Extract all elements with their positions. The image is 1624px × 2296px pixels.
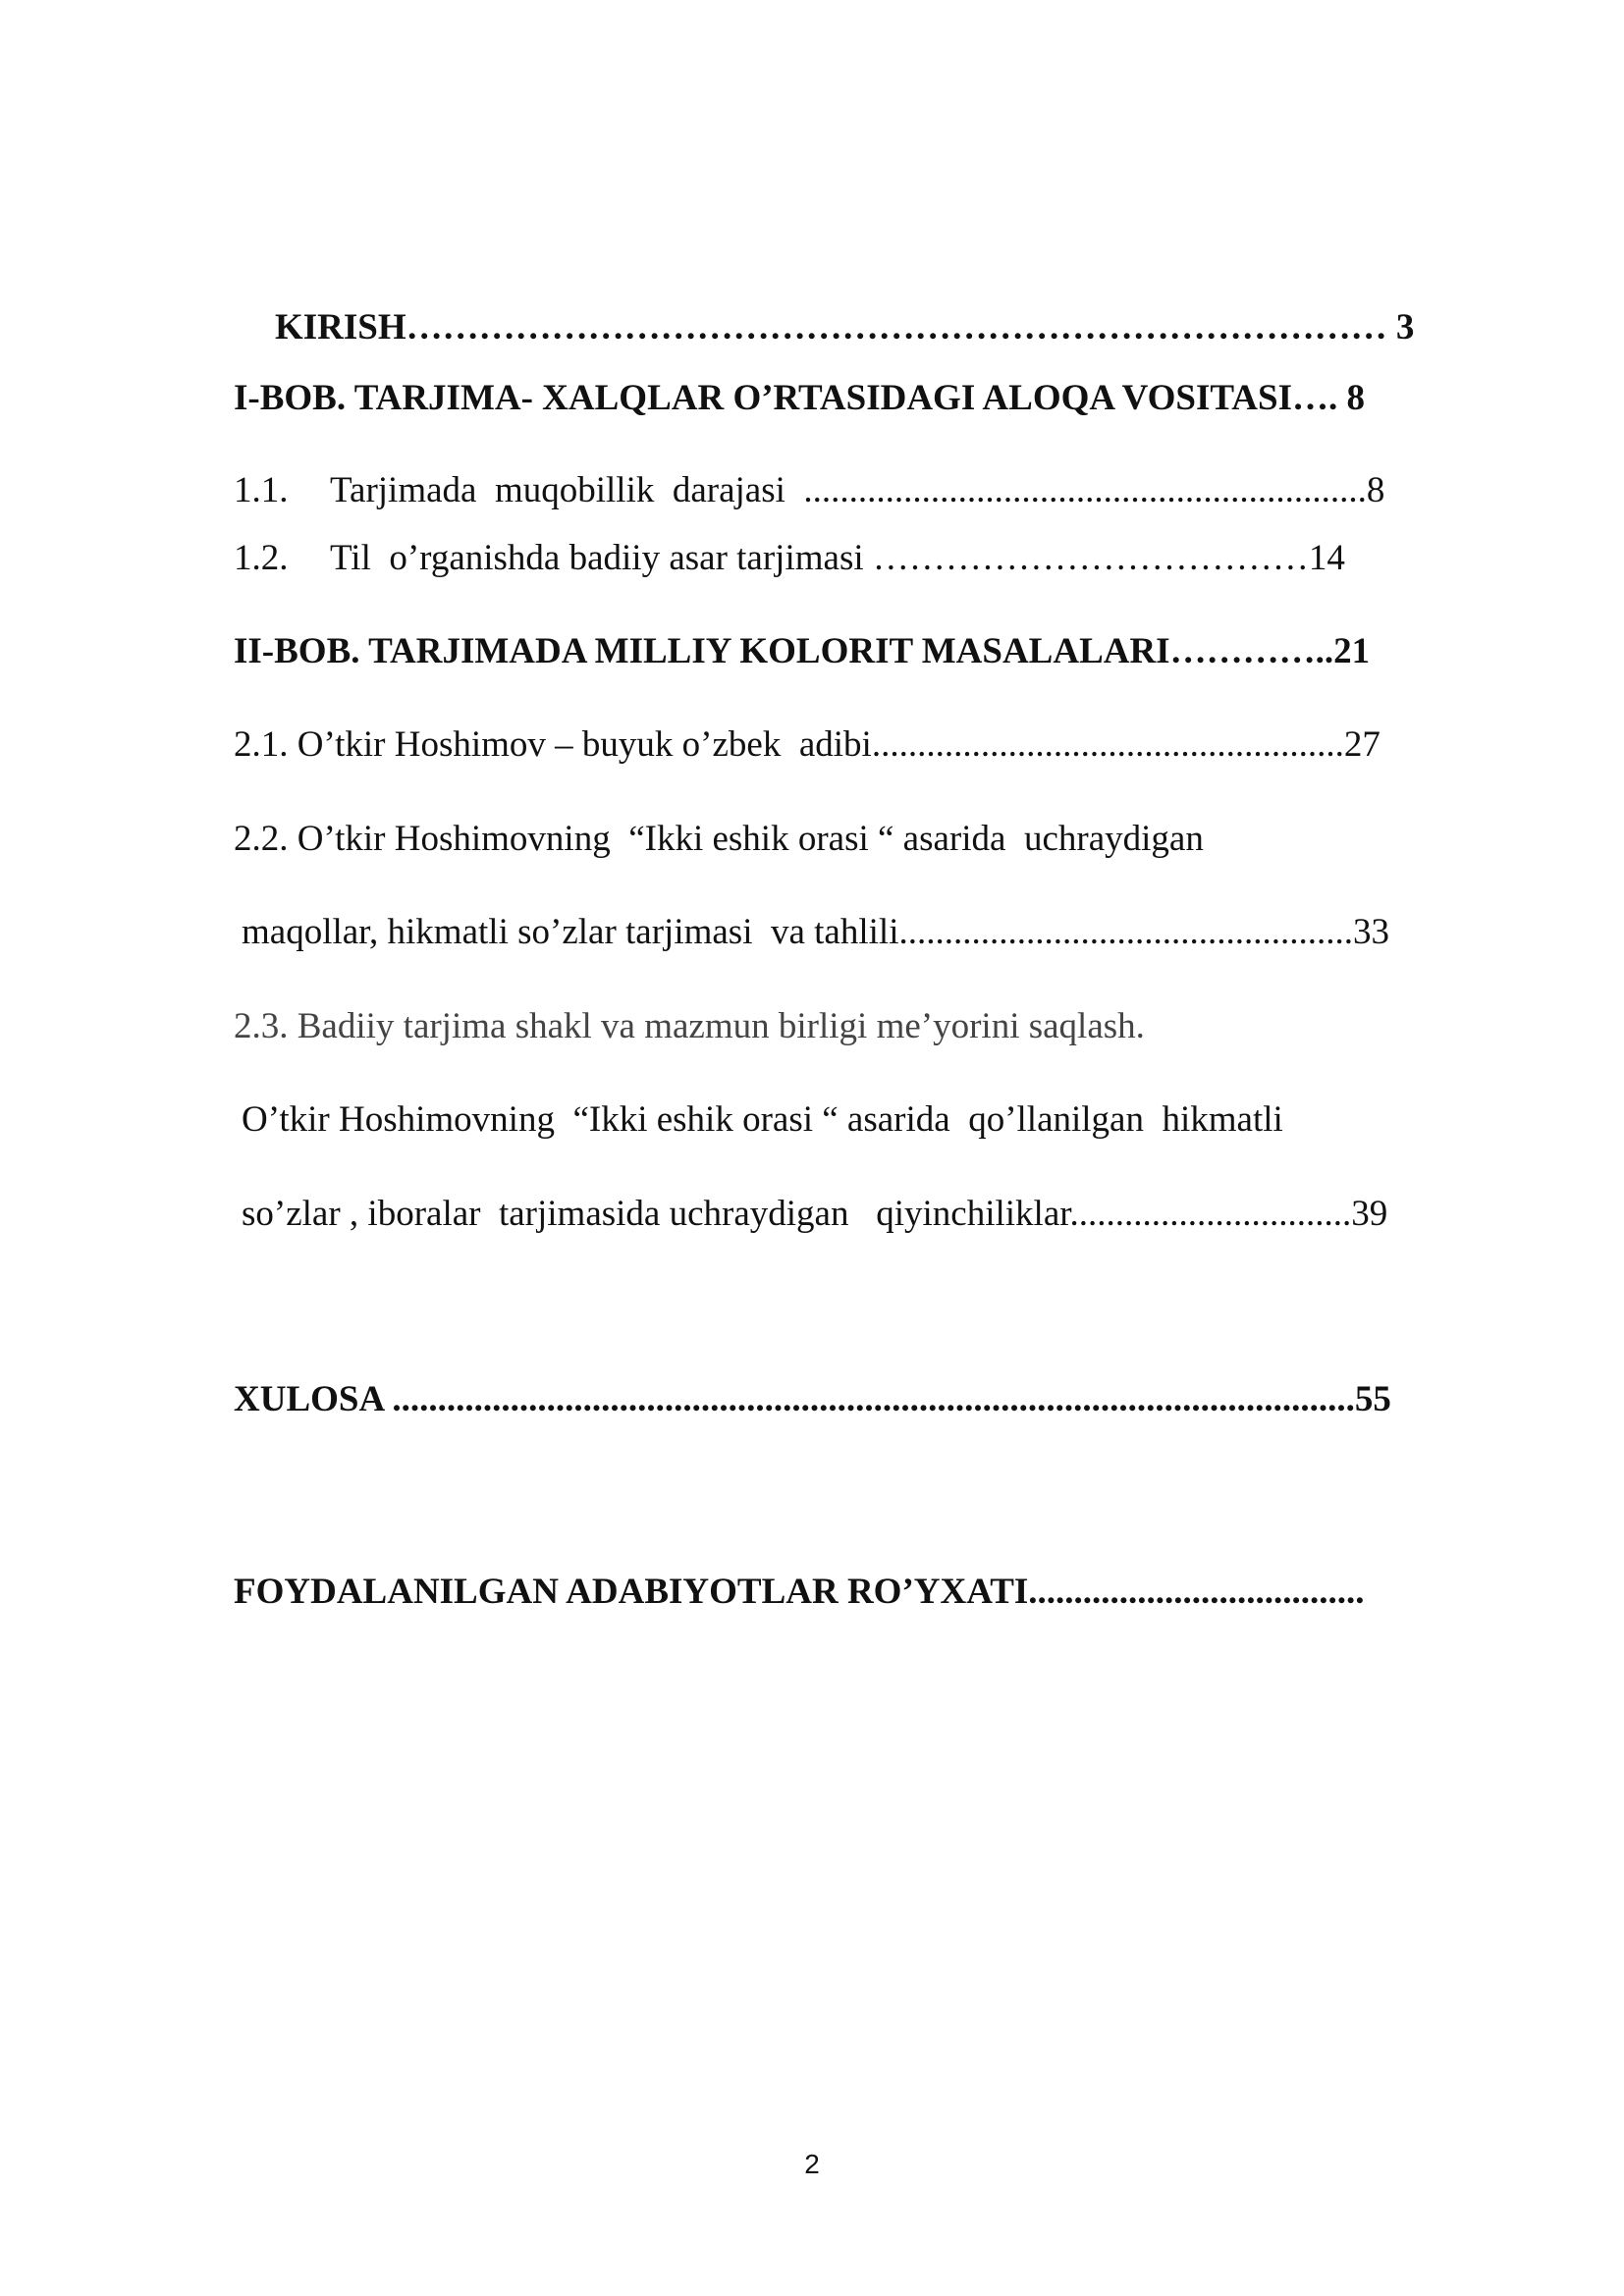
- toc-section-1-1: Tarjimada muqobillik darajasi ..............................................................8: [330, 470, 1385, 510]
- toc-xulosa: XULOSA ..........................................................................................................55: [234, 1379, 1391, 1419]
- toc-section-2-3-line-3: so’zlar , iboralar tarjimasida uchraydigan qiyinchiliklar...............................39: [242, 1194, 1388, 1234]
- toc-section-2-2-line-1: 2.2. O’tkir Hoshimovning “Ikki eshik orasi “ asarida uchraydigan: [234, 819, 1204, 859]
- toc-section-2-2-line-2: maqollar, hikmatli so’zlar tarjimasi va tahlili..................................................33: [242, 912, 1389, 952]
- toc-kirish: KIRISH……………………………………………………………………… 3: [275, 307, 1415, 347]
- toc-section-1-2-number: 1.2.: [234, 538, 289, 578]
- toc-adabiyotlar: FOYDALANILGAN ADABIYOTLAR RO’YXATI.....................................: [234, 1572, 1365, 1612]
- toc-section-1-2: Til o’rganishda badiiy asar tarjimasi ………………………………14: [330, 538, 1345, 578]
- toc-section-2-1: 2.1. O’tkir Hoshimov – buyuk o’zbek adibi....................................................27: [234, 724, 1380, 765]
- toc-section-1-1-number: 1.1.: [234, 470, 289, 510]
- toc-section-2-3-line-2: O’tkir Hoshimovning “Ikki eshik orasi “ asarida qo’llanilgan hikmatli: [242, 1099, 1283, 1140]
- toc-chapter-2: II-BOB. TARJIMADA MILLIY KOLORIT MASALALARI…………..21: [234, 631, 1371, 671]
- toc-chapter-1: I-BOB. TARJIMA- XALQLAR O’RTASIDAGI ALOQA VOSITASI…. 8: [234, 378, 1366, 418]
- toc-section-2-3-line-1: 2.3. Badiiy tarjima shakl va mazmun birligi me’yorini saqlash.: [234, 1006, 1145, 1046]
- page-number: 2: [804, 2149, 820, 2179]
